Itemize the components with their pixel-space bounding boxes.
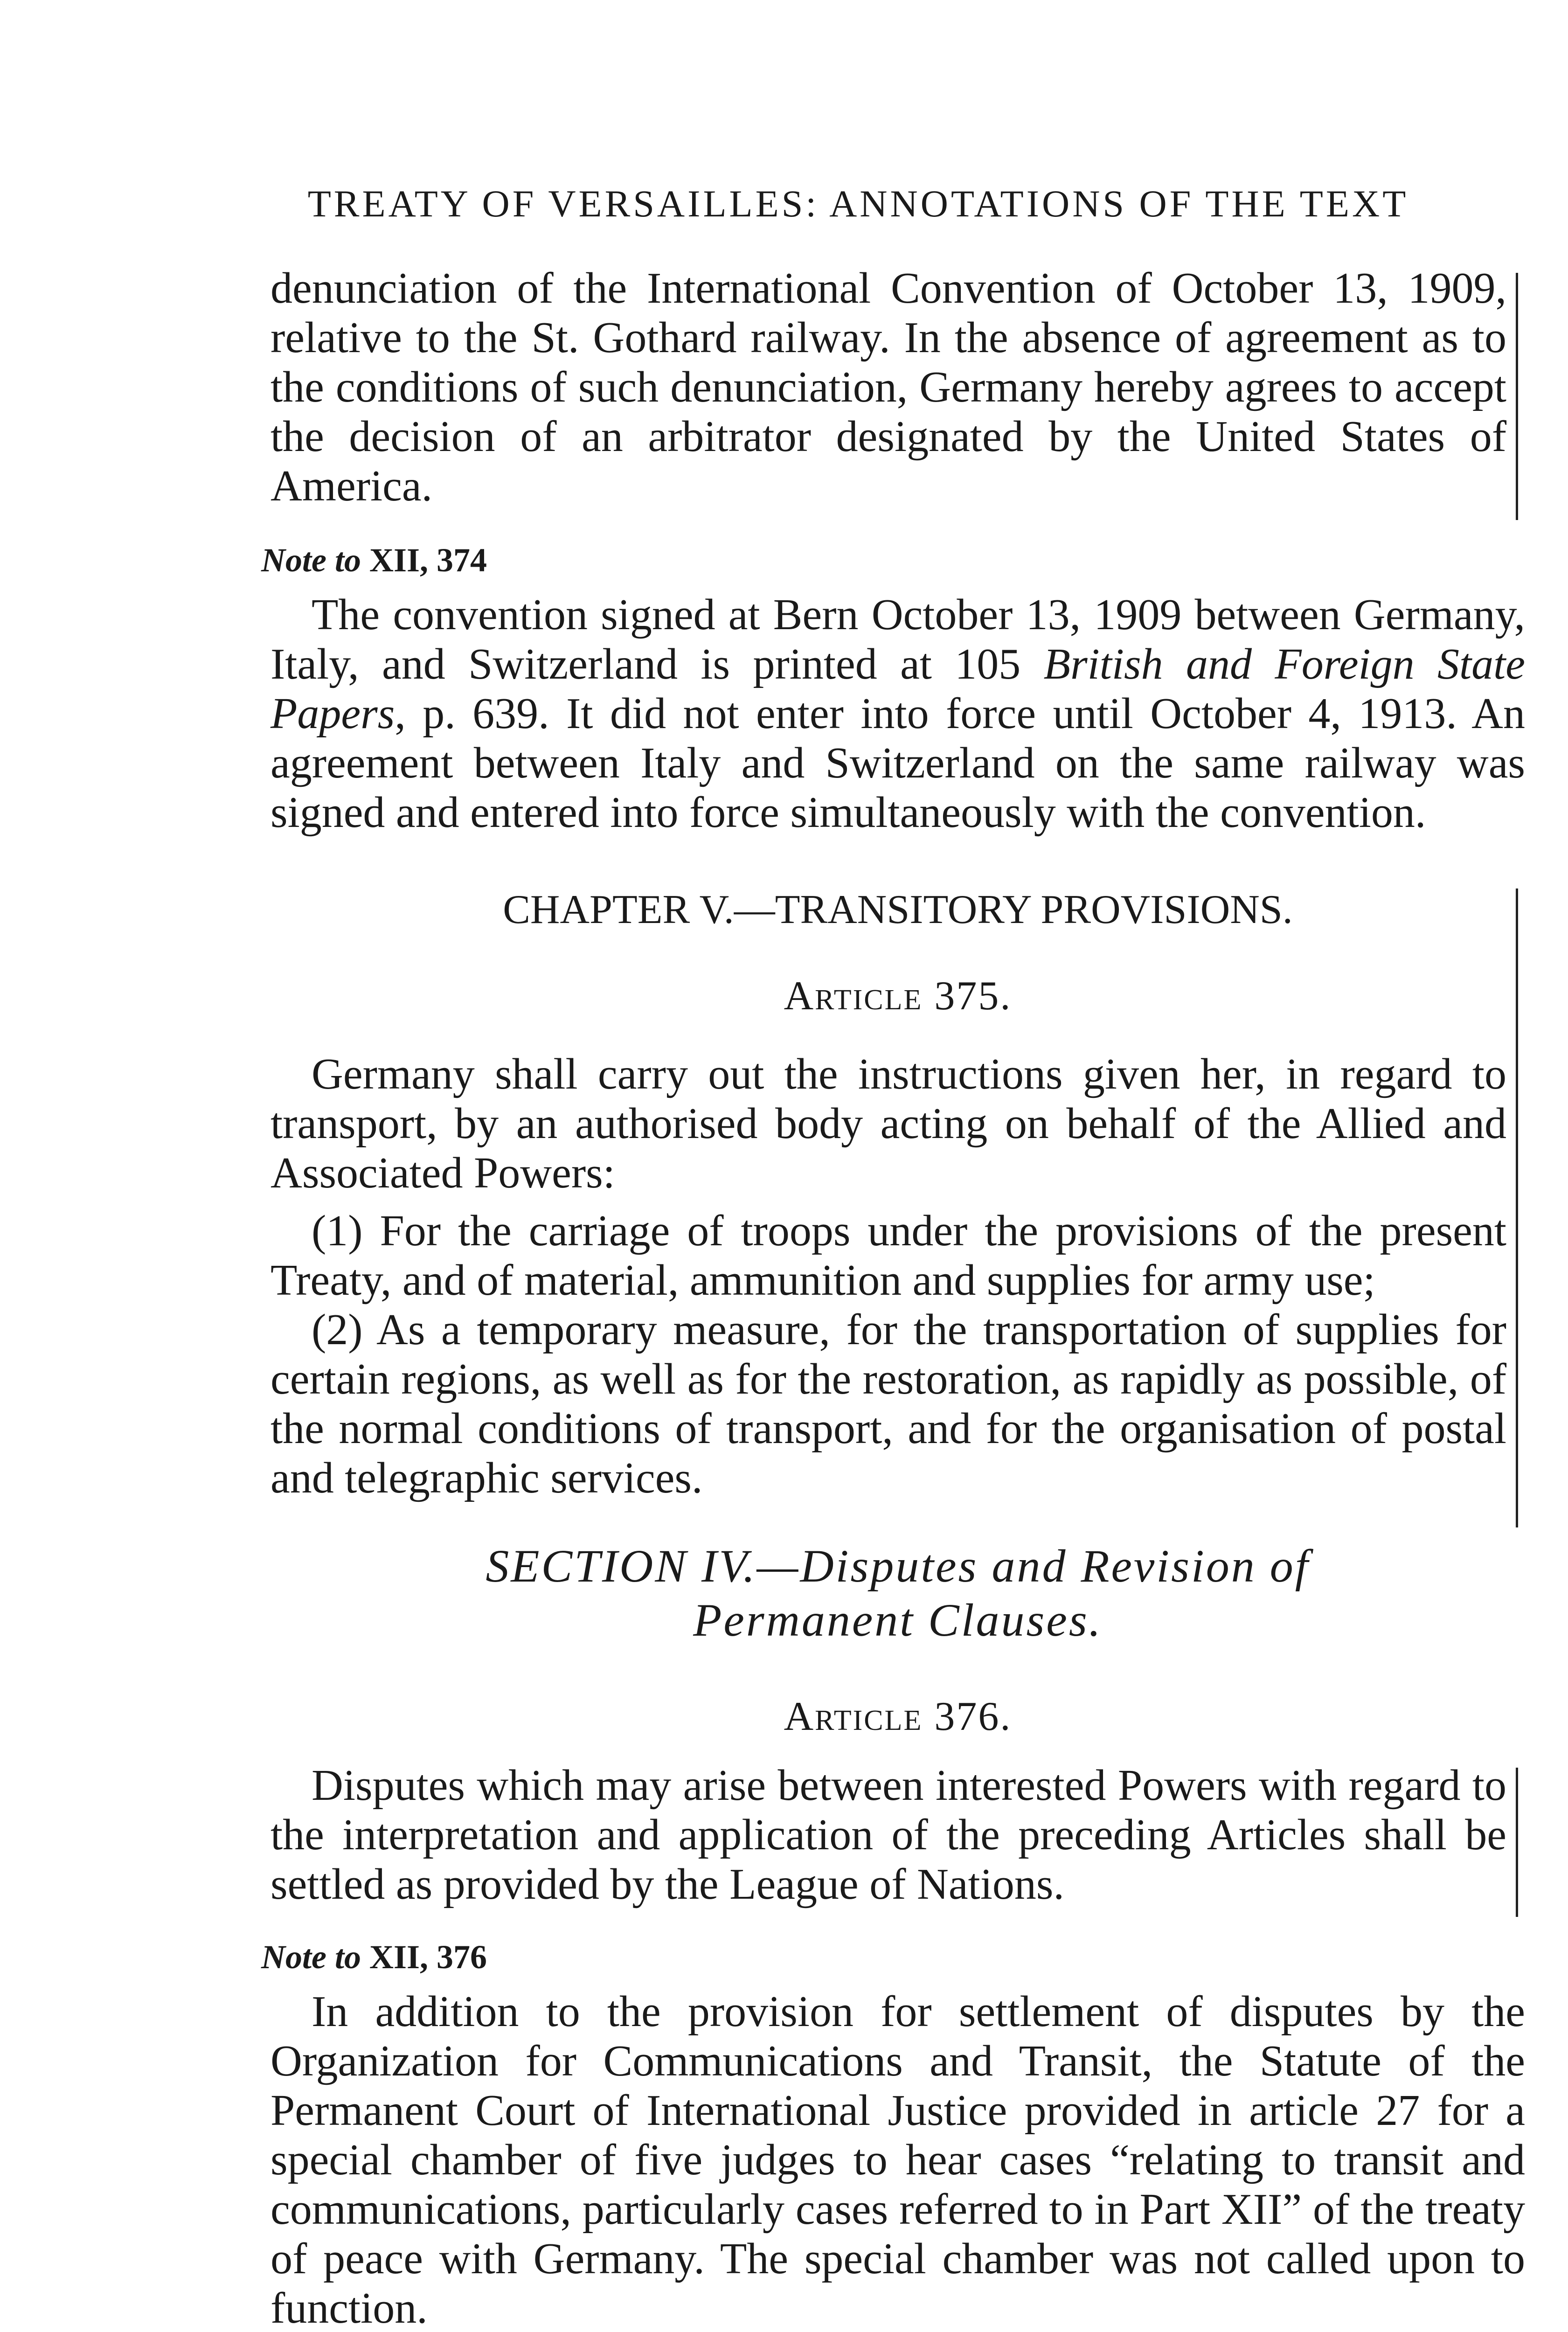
note-ref: XII, 376 — [369, 1938, 487, 1976]
article-374-tail — [271, 264, 1506, 511]
article-375-heading: Article 375. — [784, 973, 1012, 1019]
note-label-374 — [261, 541, 487, 580]
section-heading-line-1: SECTION IV.—Disputes and Revision of — [486, 1540, 1310, 1592]
note-label-376 — [261, 1938, 487, 1977]
article-374-text: denunciation of the International Convention of October 13, 1909, relative to the St. Gothard railway. In the absence of agreement as to the conditions of such denunciation, Germany hereby agrees to accept the decision of an arbitrator designated by the United States of America. — [271, 264, 1506, 510]
article-375-item-2: (2) As a temporary measure, for the transportation of supplies for certain regions, as well as for the restoration, as rapidly as possible, of the normal conditions of transport, and for the organisation of postal and telegraphic services. — [271, 1305, 1506, 1502]
note-374-body — [271, 590, 1525, 837]
article-376-heading: Article 376. — [784, 1694, 1012, 1739]
note-to: to — [334, 541, 361, 579]
note-374-paragraph: The convention signed at Bern October 13, 1909 between Germany, Italy, and Switzerland is printed at 105 British and Foreign State Papers, p. 639. It did not enter into force until October 4, 1913. An agreement between Italy and Switzerland on the same railway was signed and entered into force simultaneously with the convention. — [271, 590, 1525, 837]
note-prefix: Note — [261, 1938, 326, 1976]
note-prefix: Note — [261, 541, 326, 579]
article-376-body — [271, 1761, 1506, 1909]
article-376-text: Disputes which may arise between interested Powers with regard to the interpretation and application of the preceding Articles shall be settled as provided by the League of Nations. — [271, 1761, 1506, 1909]
note-to: to — [334, 1938, 361, 1976]
section-heading-line-2: Permanent Clauses. — [693, 1594, 1103, 1646]
note-376-body — [271, 1987, 1525, 2332]
section-heading — [271, 1539, 1525, 1647]
margin-rule-article-376 — [1516, 1768, 1518, 1917]
margin-rule-article-374 — [1516, 273, 1518, 520]
running-head: TREATY OF VERSAILLES: ANNOTATIONS OF THE TEXT — [307, 182, 1409, 225]
publication-title: British and Foreign State Papers — [271, 640, 1525, 738]
note-ref: XII, 374 — [369, 541, 487, 579]
chapter-heading: CHAPTER V.—TRANSITORY PROVISIONS. — [503, 887, 1293, 932]
note-376-paragraph: In addition to the provision for settlement of disputes by the Organization for Communications and Transit, the Statute of the Permanent Court of International Justice provided in article 27 for a special chamber of five judges to hear cases “relating to transit and communications, particularly cases referred to in Part XII” of the treaty of peace with Germany. The special chamber was not called upon to function. — [271, 1987, 1525, 2332]
article-375-body — [271, 1049, 1506, 1503]
article-375-intro: Germany shall carry out the instructions given her, in regard to transport, by an authorised body acting on behalf of the Allied and Associated Powers: — [271, 1050, 1506, 1197]
article-375-item-1: (1) For the carriage of troops under the provisions of the present Treaty, and of material, ammunition and supplies for army use; — [271, 1207, 1506, 1305]
